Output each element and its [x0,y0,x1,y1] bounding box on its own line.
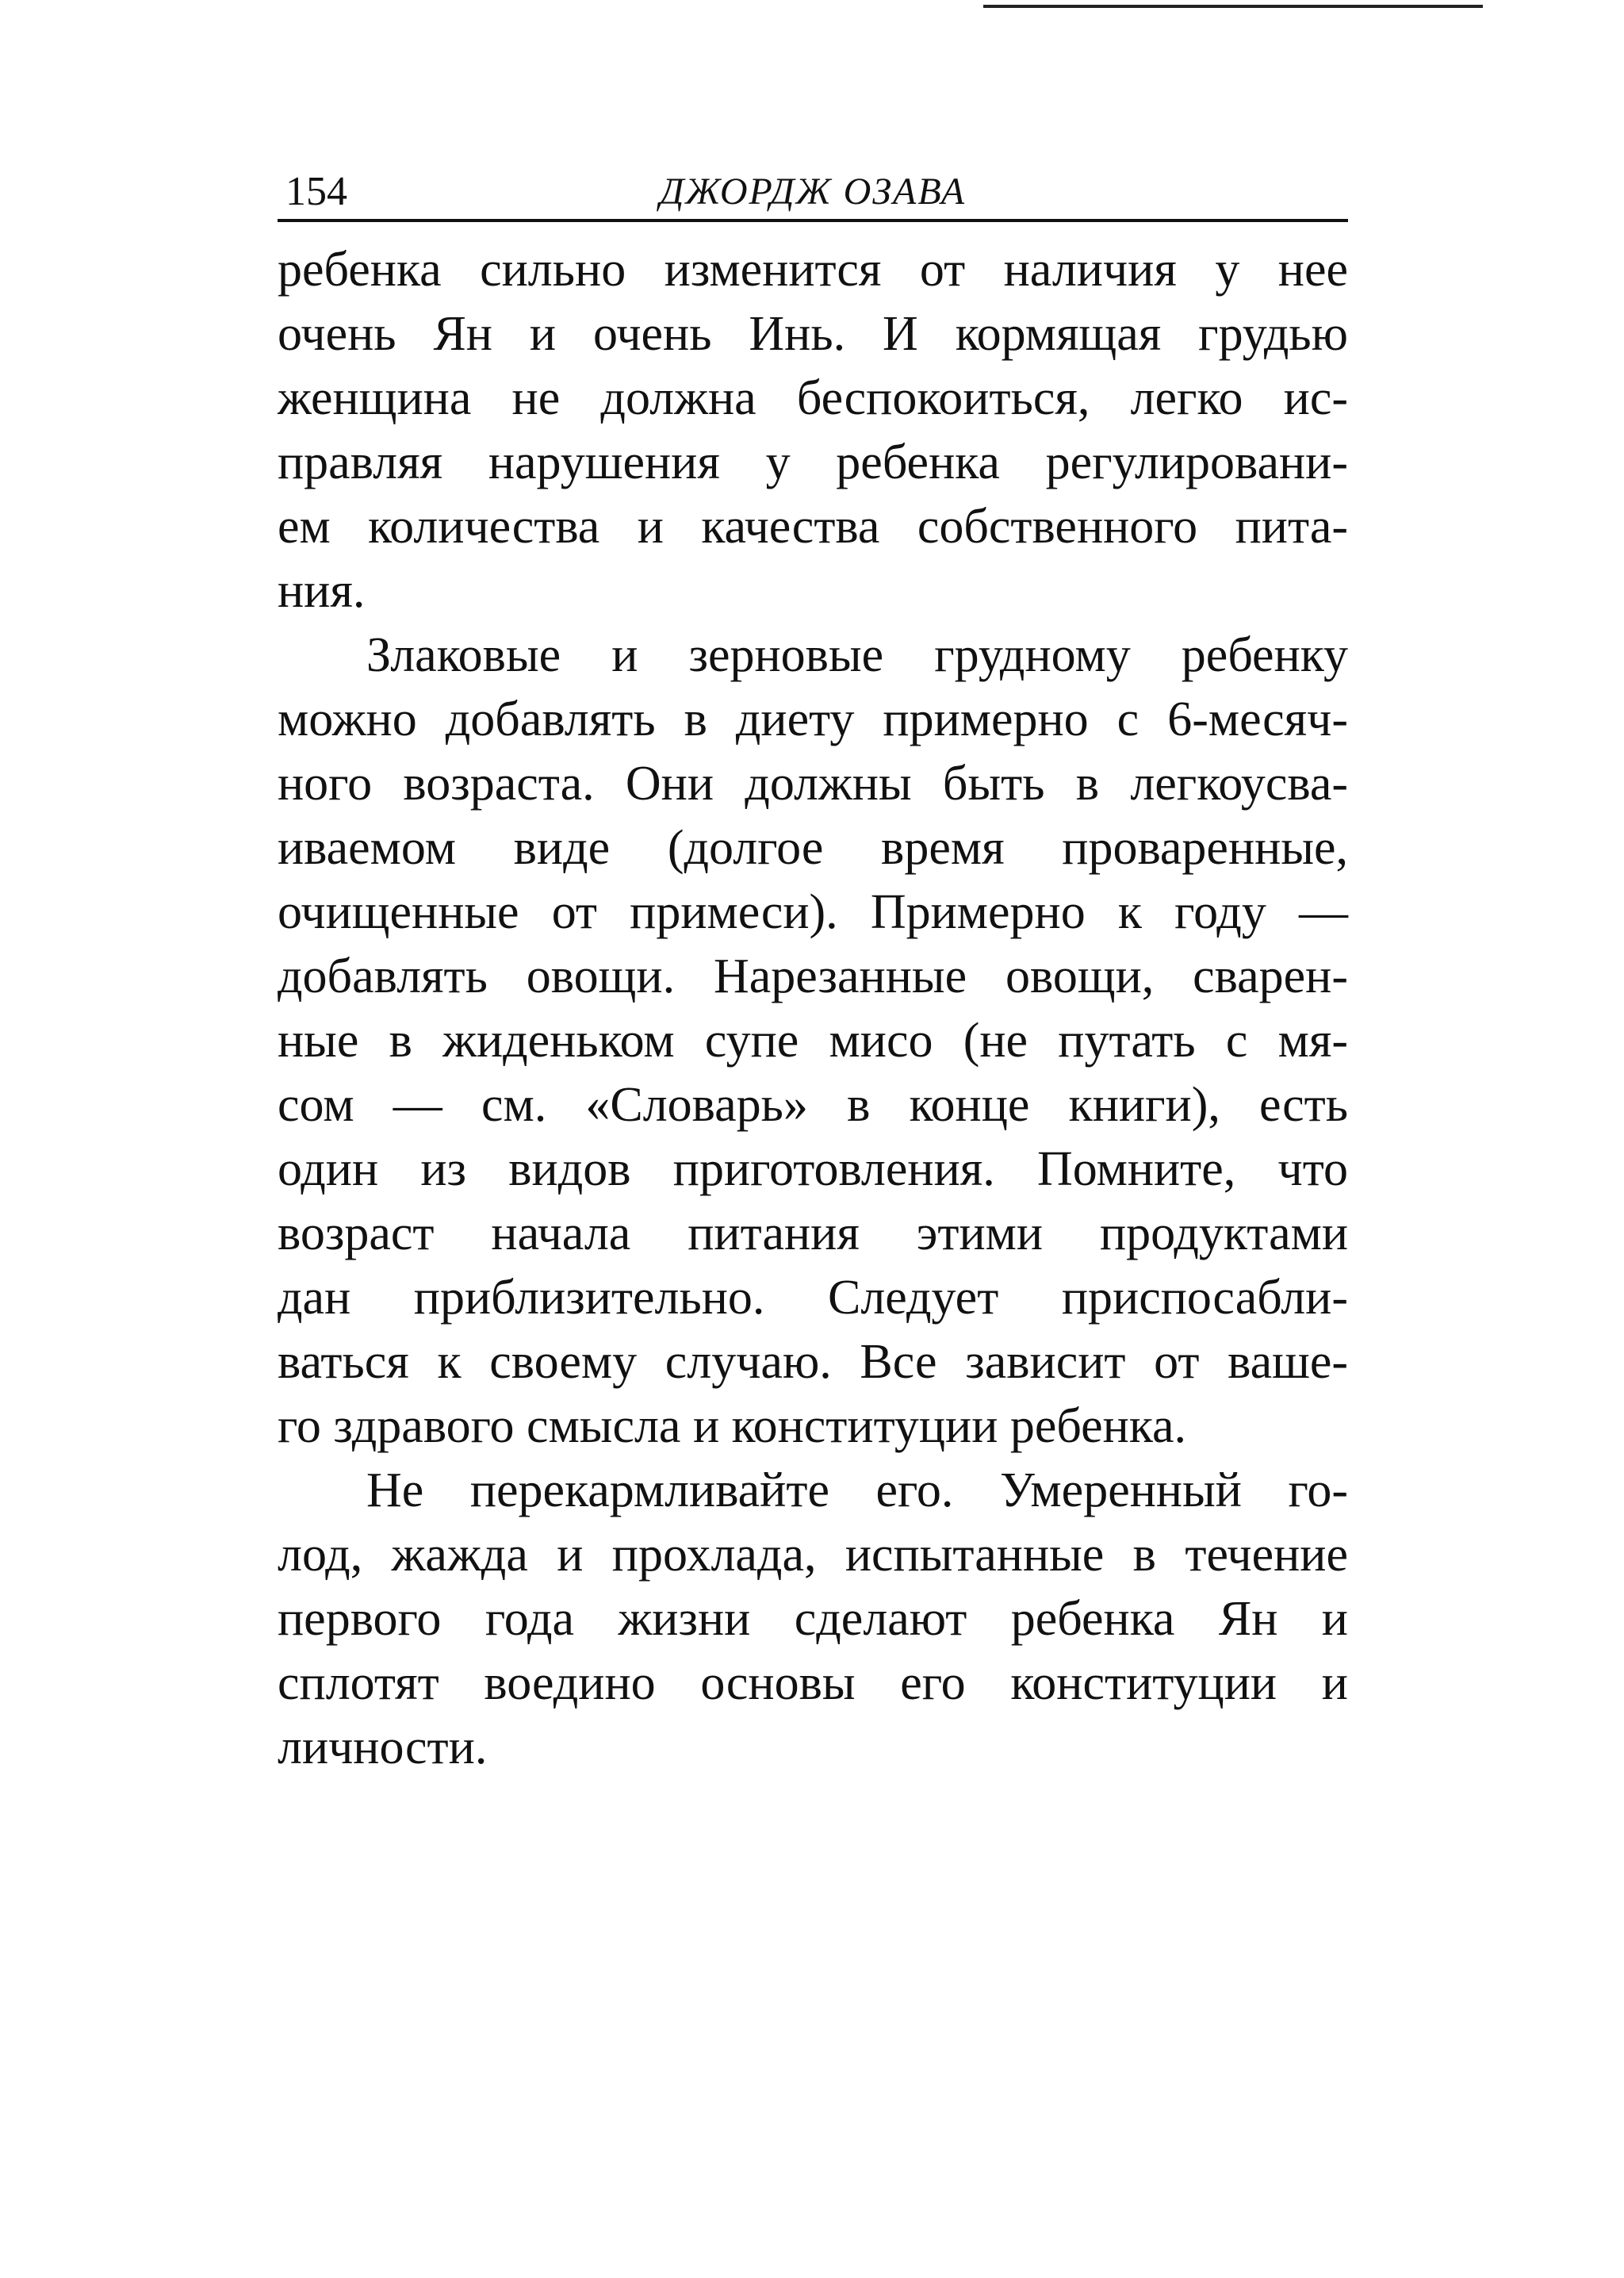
text-line: лод, жажда и прохлада, испытанные в течение [278,1528,1348,1582]
text-line: первого года жизни сделают ребенка Ян и [278,1592,1348,1646]
text-line: ваться к своему случаю. Все зависит от ваше- [278,1335,1348,1389]
paragraph-3 [278,1459,1348,1780]
text-line: иваемом виде (долгое время проваренные, [278,821,1348,875]
text-line: один из видов приготовления. Помните, что [278,1142,1348,1196]
text-line: ные в жиденьком супе мисо (не путать с мя- [278,1014,1348,1068]
text-line: ем количества и качества собственного пита- [278,500,1348,554]
text-line: правляя нарушения у ребенка регулировани- [278,435,1348,489]
top-edge-rule [983,5,1483,8]
text-line: можно добавлять в диету примерно с 6-месяч- [278,692,1348,746]
paragraph-1 [278,238,1348,623]
text-line: очищенные от примеси). Примерно к году — [278,885,1348,939]
paragraph-2 [278,623,1348,1459]
body-text [278,238,1348,1780]
text-line: сом — см. «Словарь» в конце книги), есть [278,1078,1348,1132]
text-line: добавлять овощи. Нарезанные овощи, сварен- [278,949,1348,1003]
running-head-author: ДЖОРДЖ ОЗАВА [659,171,967,213]
text-line: Не перекармливайте его. Умеренный го- [366,1463,1348,1517]
text-line: ния. [278,564,366,618]
text-line: ребенка сильно изменится от наличия у нее [278,243,1348,297]
text-line: очень Ян и очень Инь. И кормящая грудью [278,307,1348,361]
text-line: ного возраста. Они должны быть в легкоусва- [278,757,1348,811]
text-line: го здравого смысла и конституции ребенка. [278,1399,1187,1453]
text-line: женщина не должна беспокоиться, легко ис- [278,371,1348,425]
text-line: возраст начала питания этими продуктами [278,1206,1348,1260]
page-header [278,159,1348,222]
text-line: Злаковые и зерновые грудному ребенку [366,628,1348,682]
text-line: личности. [278,1720,488,1774]
page-number: 154 [285,169,347,214]
text-line: сплотят воедино основы его конституции и [278,1656,1348,1710]
text-line: дан приблизительно. Следует приспосабли- [278,1271,1348,1325]
